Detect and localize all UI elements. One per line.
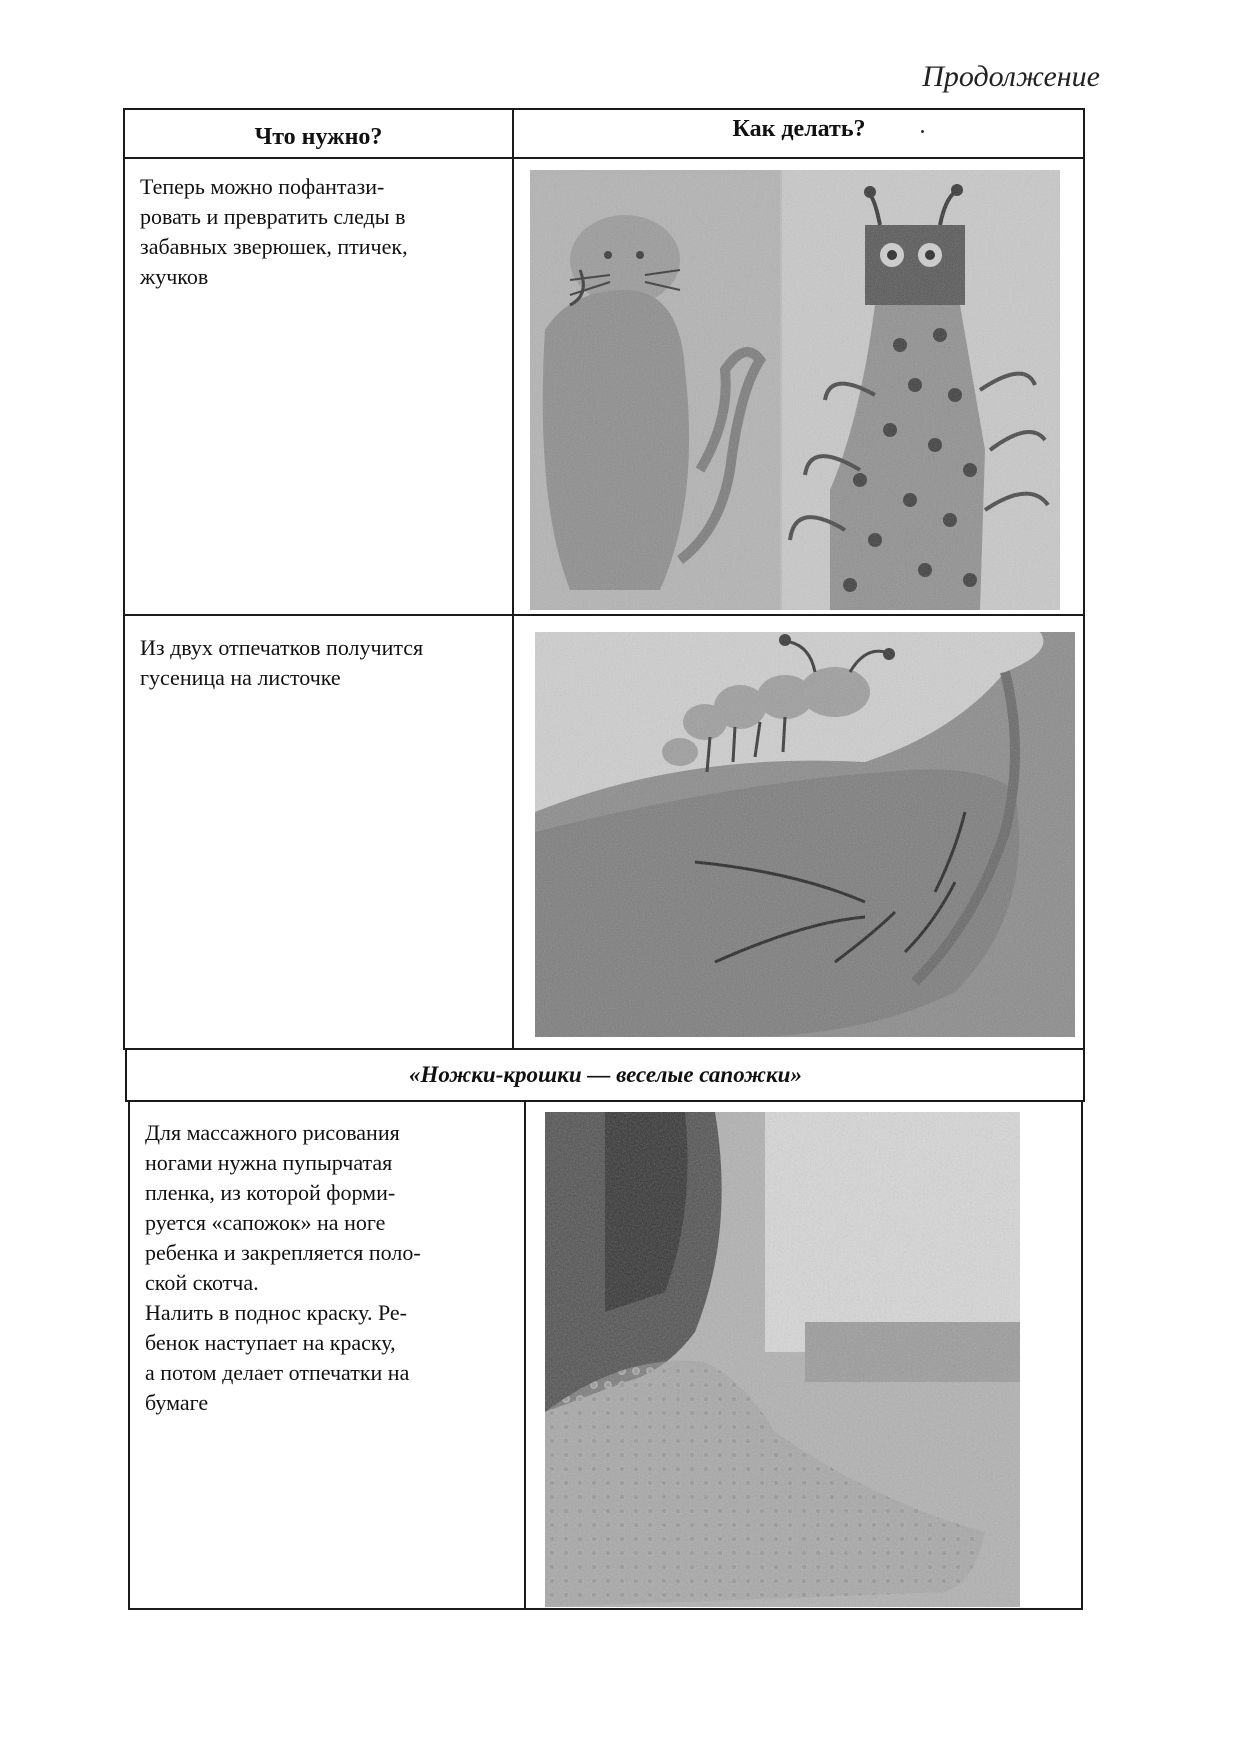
cat-and-caterpillar-footprint-drawing	[530, 170, 1060, 610]
row-2-photo	[535, 632, 1075, 1037]
header-divider	[123, 157, 1085, 159]
section-row-text: Для массажного рисования ногами нужна пупырчатая пленка, из которой форми- руется «сапожок» на ноге ребенка и закрепляется поло- ской скотча. Налить в поднос краску. Ре- бенок наступает на краску, а потом делает отпечатки на бумаге	[145, 1120, 421, 1415]
bubble-wrap-boot-on-foot-photo	[545, 1112, 1020, 1607]
row-divider-1	[123, 614, 1085, 616]
caterpillar-on-leaf-footprint-drawing	[535, 632, 1075, 1037]
section-title: «Ножки-крошки — веселые сапожки»	[409, 1062, 802, 1087]
column-divider-lower	[524, 1100, 526, 1610]
scan-speck	[921, 130, 924, 133]
row-1-photo	[530, 170, 1060, 610]
section-row-photo	[545, 1112, 1020, 1607]
column-divider-upper	[512, 108, 514, 1050]
row-2-text: Из двух отпечатков получится гусеница на листочке	[140, 635, 424, 690]
header-what-needed: Что нужно?	[254, 124, 383, 150]
row-1-text: Теперь можно пофантази- ровать и превратить следы в забавных зверюшек, птичек, жучков	[140, 174, 408, 289]
header-how-to-do: Как делать?	[732, 116, 866, 142]
continuation-label: Продолжение	[922, 60, 1100, 93]
